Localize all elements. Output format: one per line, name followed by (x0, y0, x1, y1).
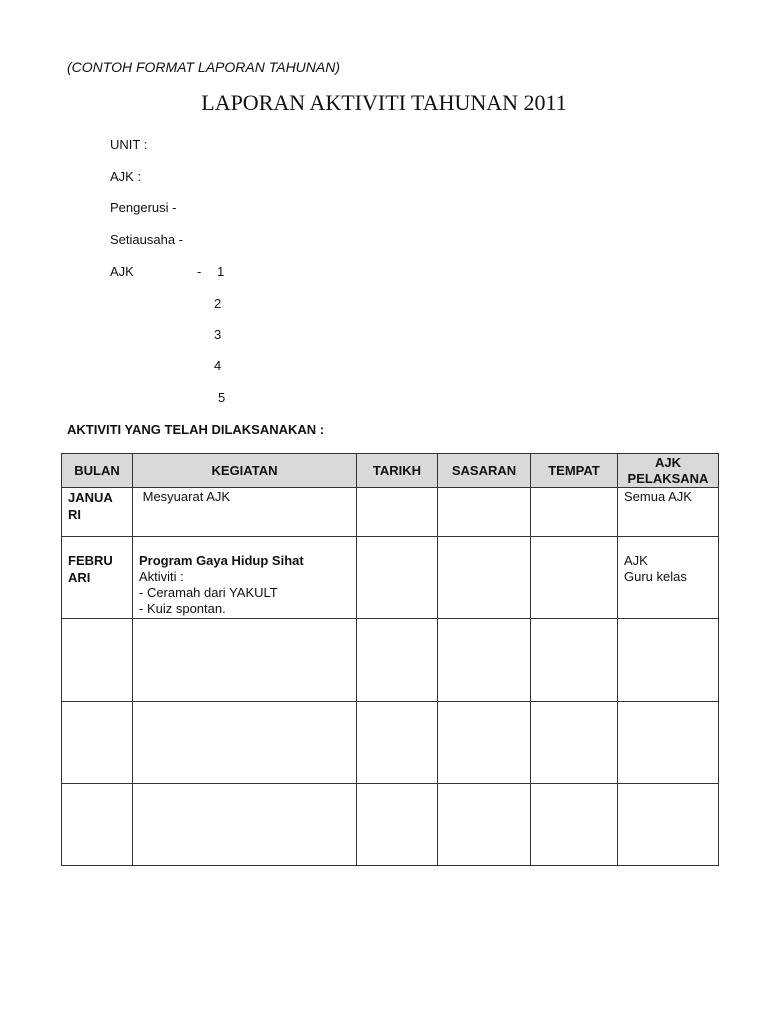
table-header-row (62, 454, 719, 488)
cell-sasaran (438, 537, 531, 619)
ajk-number-1: 1 (217, 264, 225, 279)
kegiatan-line: - Kuiz spontan. (139, 601, 226, 616)
ajk-number-5: 5 (218, 390, 226, 405)
ajk-line2: Guru kelas (624, 569, 687, 584)
bulan-line2: ARI (68, 570, 91, 585)
table-row (62, 784, 719, 866)
header-sasaran: SASARAN (438, 454, 531, 488)
table-row (62, 488, 719, 537)
table-row (62, 702, 719, 784)
empty-cell (357, 619, 438, 702)
cell-kegiatan (133, 488, 357, 537)
cell-tempat (531, 488, 618, 537)
empty-cell (62, 784, 133, 866)
report-title: LAPORAN AKTIVITI TAHUNAN 2011 (201, 90, 567, 115)
cell-sasaran (438, 488, 531, 537)
empty-cell (62, 619, 133, 702)
ajk-text: Semua AJK (624, 489, 692, 504)
ajk-number-4: 4 (214, 358, 222, 373)
header-tarikh: TARIKH (357, 454, 438, 488)
ajk-line1: AJK (624, 553, 648, 568)
table-row (62, 537, 719, 619)
table-row (62, 619, 719, 702)
header-ajk-line1: AJK (654, 454, 681, 470)
cell-ajk (618, 488, 719, 537)
kegiatan-line: - Ceramah dari YAKULT (139, 585, 278, 600)
empty-cell (357, 784, 438, 866)
cell-tempat (531, 537, 618, 619)
ajk-number-3: 3 (214, 327, 222, 342)
ajk-field: AJK : (110, 169, 142, 184)
header-kegiatan: KEGIATAN (133, 454, 357, 488)
activity-table (61, 453, 719, 866)
empty-cell (531, 619, 618, 702)
header-tempat: TEMPAT (531, 454, 618, 488)
bulan-line1: FEBRU (68, 553, 113, 568)
format-note: (CONTOH FORMAT LAPORAN TAHUNAN) (67, 59, 341, 75)
header-ajk-pelaksana (618, 454, 719, 488)
empty-cell (618, 619, 719, 702)
header-bulan: BULAN (62, 454, 133, 488)
ajk-list-dash: - (197, 264, 202, 279)
empty-cell (133, 784, 357, 866)
empty-cell (133, 702, 357, 784)
setiausaha-field: Setiausaha - (110, 232, 183, 247)
empty-cell (531, 702, 618, 784)
header-ajk-line2: PELAKSANA (627, 470, 709, 486)
cell-tarikh (357, 537, 438, 619)
cell-kegiatan (133, 537, 357, 619)
kegiatan-text: Mesyuarat AJK (139, 489, 231, 504)
empty-cell (357, 702, 438, 784)
empty-cell (531, 784, 618, 866)
bulan-line2: RI (68, 507, 81, 522)
pengerusi-field: Pengerusi - (110, 200, 177, 215)
ajk-list-label: AJK (110, 264, 134, 279)
cell-bulan (62, 537, 133, 619)
section-heading: AKTIVITI YANG TELAH DILAKSANAKAN : (67, 422, 325, 437)
empty-cell (438, 784, 531, 866)
cell-tarikh (357, 488, 438, 537)
kegiatan-title: Program Gaya Hidup Sihat (139, 553, 304, 568)
empty-cell (438, 702, 531, 784)
bulan-line1: JANUA (68, 490, 113, 505)
cell-ajk (618, 537, 719, 619)
ajk-number-2: 2 (214, 296, 222, 311)
empty-cell (618, 784, 719, 866)
cell-bulan (62, 488, 133, 537)
empty-cell (133, 619, 357, 702)
empty-cell (62, 702, 133, 784)
kegiatan-line: Aktiviti : (139, 569, 184, 584)
unit-field: UNIT : (110, 137, 148, 152)
empty-cell (438, 619, 531, 702)
empty-cell (618, 702, 719, 784)
